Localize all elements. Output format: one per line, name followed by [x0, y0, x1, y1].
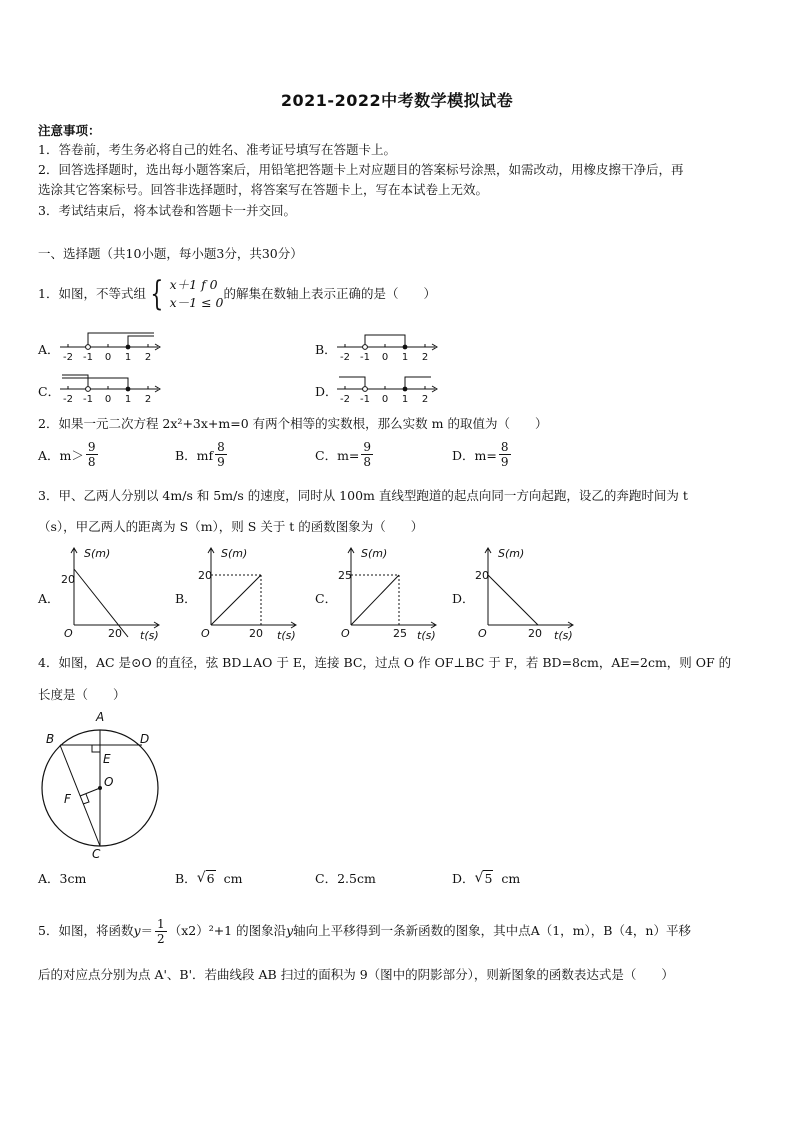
question-4-line2: 长度是（ ）	[38, 687, 126, 702]
q2-d-label: D．m=	[452, 447, 497, 463]
point-a-label: A	[96, 710, 105, 724]
q2-c-label: C．m=	[315, 447, 360, 463]
q3-option-b-label: B．	[175, 591, 197, 606]
notice-item: 2．回答选择题时，选出每小题答案后，用铅笔把答题卡上对应题目的答案标号涂黑，如需改动，用橡皮擦干净后，再	[38, 162, 684, 177]
radicand: 5	[484, 871, 493, 886]
question-4-line1: 4．如图，AC 是⊙O 的直径，弦 BD⊥AO 于 E，连接 BC，过点 O 作 OF⊥BC 于 F，若 BD=8cm，AE=2cm，则 OF 的	[38, 655, 732, 670]
tick-label: -1	[83, 352, 93, 362]
origin-label: O	[341, 627, 350, 640]
y-mark: 20	[475, 569, 489, 582]
question-2-stem: 2．如果一元二次方程 2x²+3x+m=0 有两个相等的实数根，那么实数 m 的取值为（ ）	[38, 416, 548, 431]
q5-text: ＝	[140, 923, 154, 938]
notice-item: 选涂其它答案标号。回答非选择题时，将答案写在答题卡上，写在本试卷上无效。	[38, 182, 489, 197]
q1-suffix: 的解集在数轴上表示正确的是（ ）	[223, 286, 437, 301]
tick-label: -1	[360, 352, 370, 362]
tick-label: -2	[63, 394, 73, 404]
q4-circle-figure	[30, 708, 170, 858]
q3-graph-a	[58, 545, 168, 641]
x-axis-label: t(s)	[554, 629, 573, 641]
tick-label: 2	[421, 352, 429, 362]
q1-option-b-numberline	[335, 330, 445, 362]
page-title: 2021-2022中考数学模拟试卷	[280, 91, 514, 110]
q1-option-c-label: C．	[38, 384, 61, 399]
q4-b-label: B．	[175, 871, 197, 886]
section-heading: 一、选择题（共10小题，每小题3分，共30分）	[38, 246, 303, 261]
tick-label: 0	[104, 394, 112, 404]
denominator: 2	[157, 931, 165, 946]
x-axis-label: t(s)	[277, 629, 296, 641]
fraction	[86, 440, 98, 469]
y-axis-label: S(m)	[221, 547, 248, 560]
numerator: 8	[217, 440, 225, 454]
q3-graph-b	[195, 545, 305, 641]
q4-option-d	[452, 869, 520, 887]
denominator: 8	[87, 455, 96, 469]
sqrt-icon: √	[474, 870, 484, 886]
numerator: 9	[87, 440, 96, 454]
q5-text: （x2）²+1 的图象沿	[168, 923, 287, 938]
q2-option-b	[175, 440, 229, 469]
q3-graph-d	[472, 545, 582, 641]
tick-label: -2	[340, 394, 350, 404]
point-e-label: E	[103, 752, 111, 766]
q2-option-d	[452, 440, 513, 469]
q3-graph-c	[335, 545, 445, 641]
fraction	[215, 440, 227, 469]
tick-label: 1	[401, 394, 409, 404]
notice-item: 3．考试结束后，将本试卷和答题卡一并交回。	[38, 203, 296, 218]
numerator: 8	[500, 440, 509, 454]
tick-label: -2	[340, 352, 350, 362]
brace-icon: {	[150, 274, 164, 314]
tick-label: 0	[104, 352, 112, 362]
tick-label: 2	[421, 394, 429, 404]
unit: cm	[501, 870, 521, 886]
x-axis-label: t(s)	[417, 629, 436, 641]
q1-option-b-label: B．	[315, 342, 337, 357]
question-3-line1: 3．甲、乙两人分别以 4m/s 和 5m/s 的速度，同时从 100m 直线型跑道的起点向同一方向起跑，设乙的奔跑时间为 t	[38, 488, 688, 503]
question-5-line1	[38, 914, 691, 948]
tick-label: 1	[401, 352, 409, 362]
y-mark: 20	[61, 573, 75, 586]
q2-option-c	[315, 440, 375, 469]
q5-text: 轴向上平移得到一条新函数的图象，其中点	[293, 923, 531, 938]
radicand: 6	[206, 871, 215, 886]
tick-label: -1	[360, 394, 370, 404]
inequality-1: x＋1 f 0	[169, 277, 218, 292]
q5-var: y	[286, 923, 294, 938]
question-3-line2: （s），甲乙两人的距离为 S（m），则 S 关于 t 的函数图象为（ ）	[38, 519, 424, 534]
q5-text: 5．如图，将函数	[38, 923, 134, 938]
q2-b-label: B．mf	[175, 447, 214, 463]
point-o-label: O	[104, 775, 114, 789]
y-mark: 20	[198, 569, 212, 582]
q2-option-a	[38, 440, 100, 469]
q1-option-a-label: A．	[38, 342, 60, 357]
fraction	[155, 917, 167, 946]
origin-label: O	[478, 627, 487, 640]
tick-label: -1	[83, 394, 93, 404]
inequality-system	[146, 276, 224, 312]
numerator: 9	[363, 440, 372, 454]
numerator: 1	[157, 916, 165, 931]
inequality-2: x－1 ≤ 0	[169, 295, 224, 310]
denominator: 9	[500, 455, 509, 469]
y-axis-label: S(m)	[498, 547, 525, 560]
tick-label: 2	[144, 352, 152, 362]
denominator: 8	[363, 455, 372, 469]
y-axis-label: S(m)	[84, 547, 111, 560]
point-c-label: C	[92, 847, 101, 858]
q3-option-a-label: A．	[38, 591, 60, 606]
tick-label: 0	[381, 352, 389, 362]
q4-option-a: A．3cm	[38, 871, 87, 886]
q1-option-c-numberline	[58, 372, 168, 404]
q3-option-d-label: D．	[452, 591, 475, 606]
q3-option-c-label: C．	[315, 591, 338, 606]
q2-a-label: A．m＞	[38, 447, 84, 463]
y-mark: 25	[338, 569, 352, 582]
q1-option-d-label: D．	[315, 384, 338, 399]
x-mark: 20	[108, 627, 122, 640]
question-5-line2: 后的对应点分别为点 A'、B'．若曲线段 AB 扫过的面积为 9（图中的阴影部分），则新图象的函数表达式是（ ）	[38, 967, 674, 982]
tick-label: 1	[124, 352, 132, 362]
point-f-label: F	[64, 792, 71, 806]
x-mark: 25	[393, 627, 407, 640]
origin-label: O	[64, 627, 73, 640]
sqrt-icon: √	[196, 870, 206, 886]
denominator: 9	[217, 455, 225, 469]
point-d-label: D	[140, 732, 150, 746]
x-mark: 20	[249, 627, 263, 640]
origin-label: O	[201, 627, 210, 640]
point-b-label: B	[46, 732, 55, 746]
question-1-stem	[38, 276, 436, 312]
unit: cm	[223, 870, 243, 886]
x-mark: 20	[528, 627, 542, 640]
q1-option-a-numberline	[58, 330, 168, 362]
notice-heading: 注意事项：	[38, 123, 101, 138]
notice-item: 1．答卷前，考生务必将自己的姓名、准考证号填写在答题卡上。	[38, 142, 396, 157]
fraction	[361, 440, 373, 469]
tick-label: 1	[124, 394, 132, 404]
tick-label: 2	[144, 394, 152, 404]
q5-var: y	[133, 923, 141, 938]
q1-prefix: 1．如图，不等式组	[38, 286, 146, 301]
x-axis-label: t(s)	[140, 629, 159, 641]
q4-option-b	[175, 869, 242, 887]
q4-d-label: D．	[452, 871, 475, 886]
q5-text: A（1，m），B（4，n）平移	[530, 923, 691, 938]
tick-label: -2	[63, 352, 73, 362]
y-axis-label: S(m)	[361, 547, 388, 560]
q1-option-d-numberline	[335, 372, 445, 404]
fraction	[499, 440, 511, 469]
tick-label: 0	[381, 394, 389, 404]
q4-option-c: C．2.5cm	[315, 871, 376, 886]
